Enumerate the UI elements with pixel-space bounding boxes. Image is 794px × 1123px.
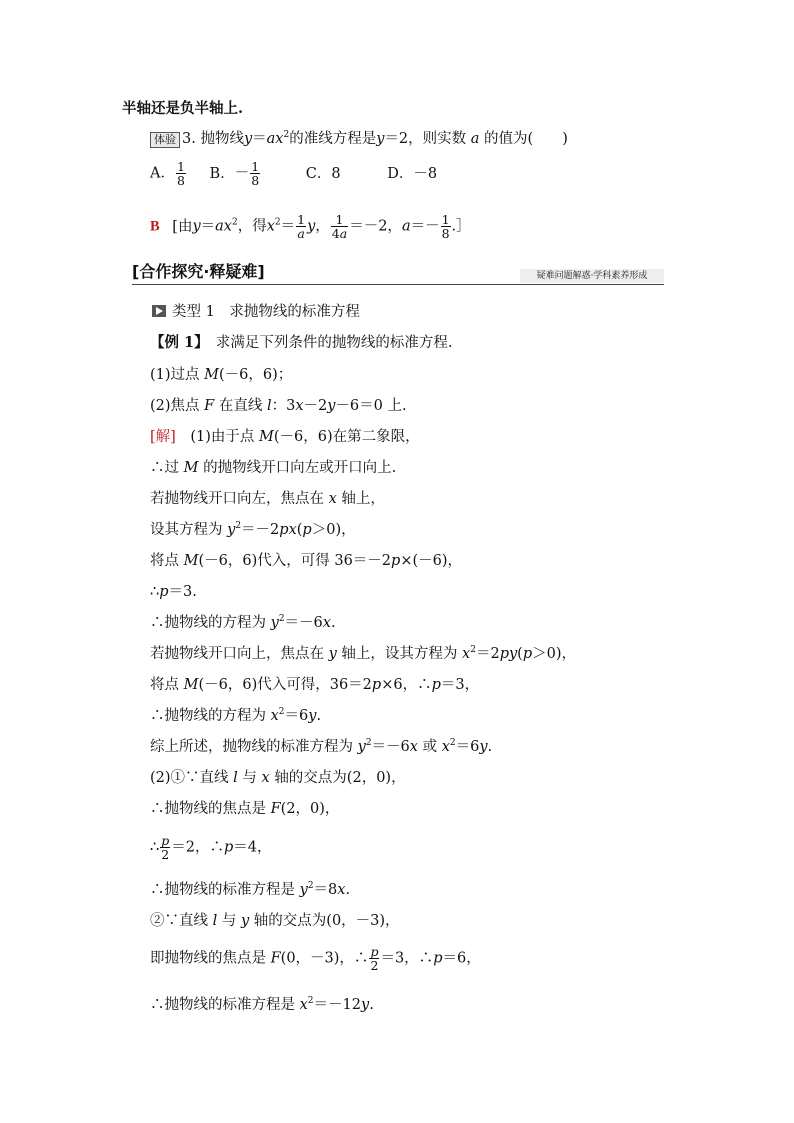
solution-line-13: ∴抛物线的焦点是 F(2，0)， (150, 801, 340, 817)
exercise-options: A． $\frac{1}{8}$ B．－ $\frac{1}{8}$ C．8 D．－8 (150, 159, 438, 188)
solution-line-11: 综上所述，抛物线的标准方程为 $y^2=-6x$ 或 $x^2=6y$. (150, 738, 493, 755)
condition-1: (1)过点 M(－6，6)； (150, 367, 293, 383)
solution-line-8: 若抛物线开口向上，焦点在 y 轴上，设其方程为 $x^2=2py(p>0)$， (150, 645, 577, 662)
example-statement: 【例 1】 求满足下列条件的抛物线的标准方程. (150, 334, 453, 351)
solution-label: [解] (150, 429, 176, 445)
solution-line-7: ∴抛物线的方程为 $y^2=-6x$. (150, 614, 336, 631)
solution-line-4: 设其方程为 $y^2=-2px(p>0)$， (150, 521, 356, 538)
solution-line-17: 即抛物线的焦点是 F(0，－3)，∴ $\frac{p}{2}$ ＝3，∴p＝6， (150, 944, 481, 973)
section-divider (132, 284, 664, 285)
exercise-solution: B [由$y=ax^2$，得$x^2=$ $\frac{1}{a}$ y， $\frac{1}{4a}$ ＝－2，a＝－ $\frac{1}{8}$ .］ (150, 212, 471, 241)
solution-line-6: ∴p＝3. (150, 584, 197, 600)
play-triangle-icon (152, 305, 166, 317)
section-title: [合作探究·释疑难] (132, 262, 265, 281)
condition-2: (2)焦点 F 在直线 l：3x－2y－6＝0 上. (150, 398, 407, 414)
exercise-question: 体验 3. 抛物线$y=ax^2$的准线方程是y＝2，则实数 a 的值为( ) (150, 130, 568, 148)
solution-line-16: ②∵直线 l 与 y 轴的交点为(0，－3)， (150, 913, 400, 929)
solution-line-1: [解] (1)由于点 M(－6，6)在第二象限， (150, 429, 420, 445)
solution-line-9: 将点 M(－6，6)代入可得，36＝2p×6，∴p＝3， (150, 677, 480, 693)
solution-line-5: 将点 M(－6，6)代入，可得 36＝－2p×(－6)， (150, 553, 463, 569)
solution-line-10: ∴抛物线的方程为 $x^2=6y$. (150, 707, 322, 724)
answer-letter: B (150, 218, 160, 235)
solution-line-15: ∴抛物线的标准方程是 $y^2=8x$. (150, 881, 351, 898)
solution-line-18: ∴抛物线的标准方程是 $x^2=-12y$. (150, 996, 374, 1013)
type-heading: 类型 1 求抛物线的标准方程 (152, 303, 360, 321)
solution-line-2: ∴过 M 的抛物线开口向左或开口向上. (150, 460, 397, 476)
section-tag: 疑难问题解惑·学科素养形成 (520, 269, 664, 283)
continued-text: 半轴还是负半轴上. (122, 100, 244, 117)
solution-line-14: ∴ $\frac{p}{2}$ ＝2，∴p＝4， (150, 833, 272, 862)
solution-line-12: (2)①∵直线 l 与 x 轴的交点为(2，0)， (150, 770, 406, 786)
exercise-badge: 体验 (150, 132, 180, 148)
solution-line-3: 若抛物线开口向左，焦点在 x 轴上， (150, 491, 385, 507)
